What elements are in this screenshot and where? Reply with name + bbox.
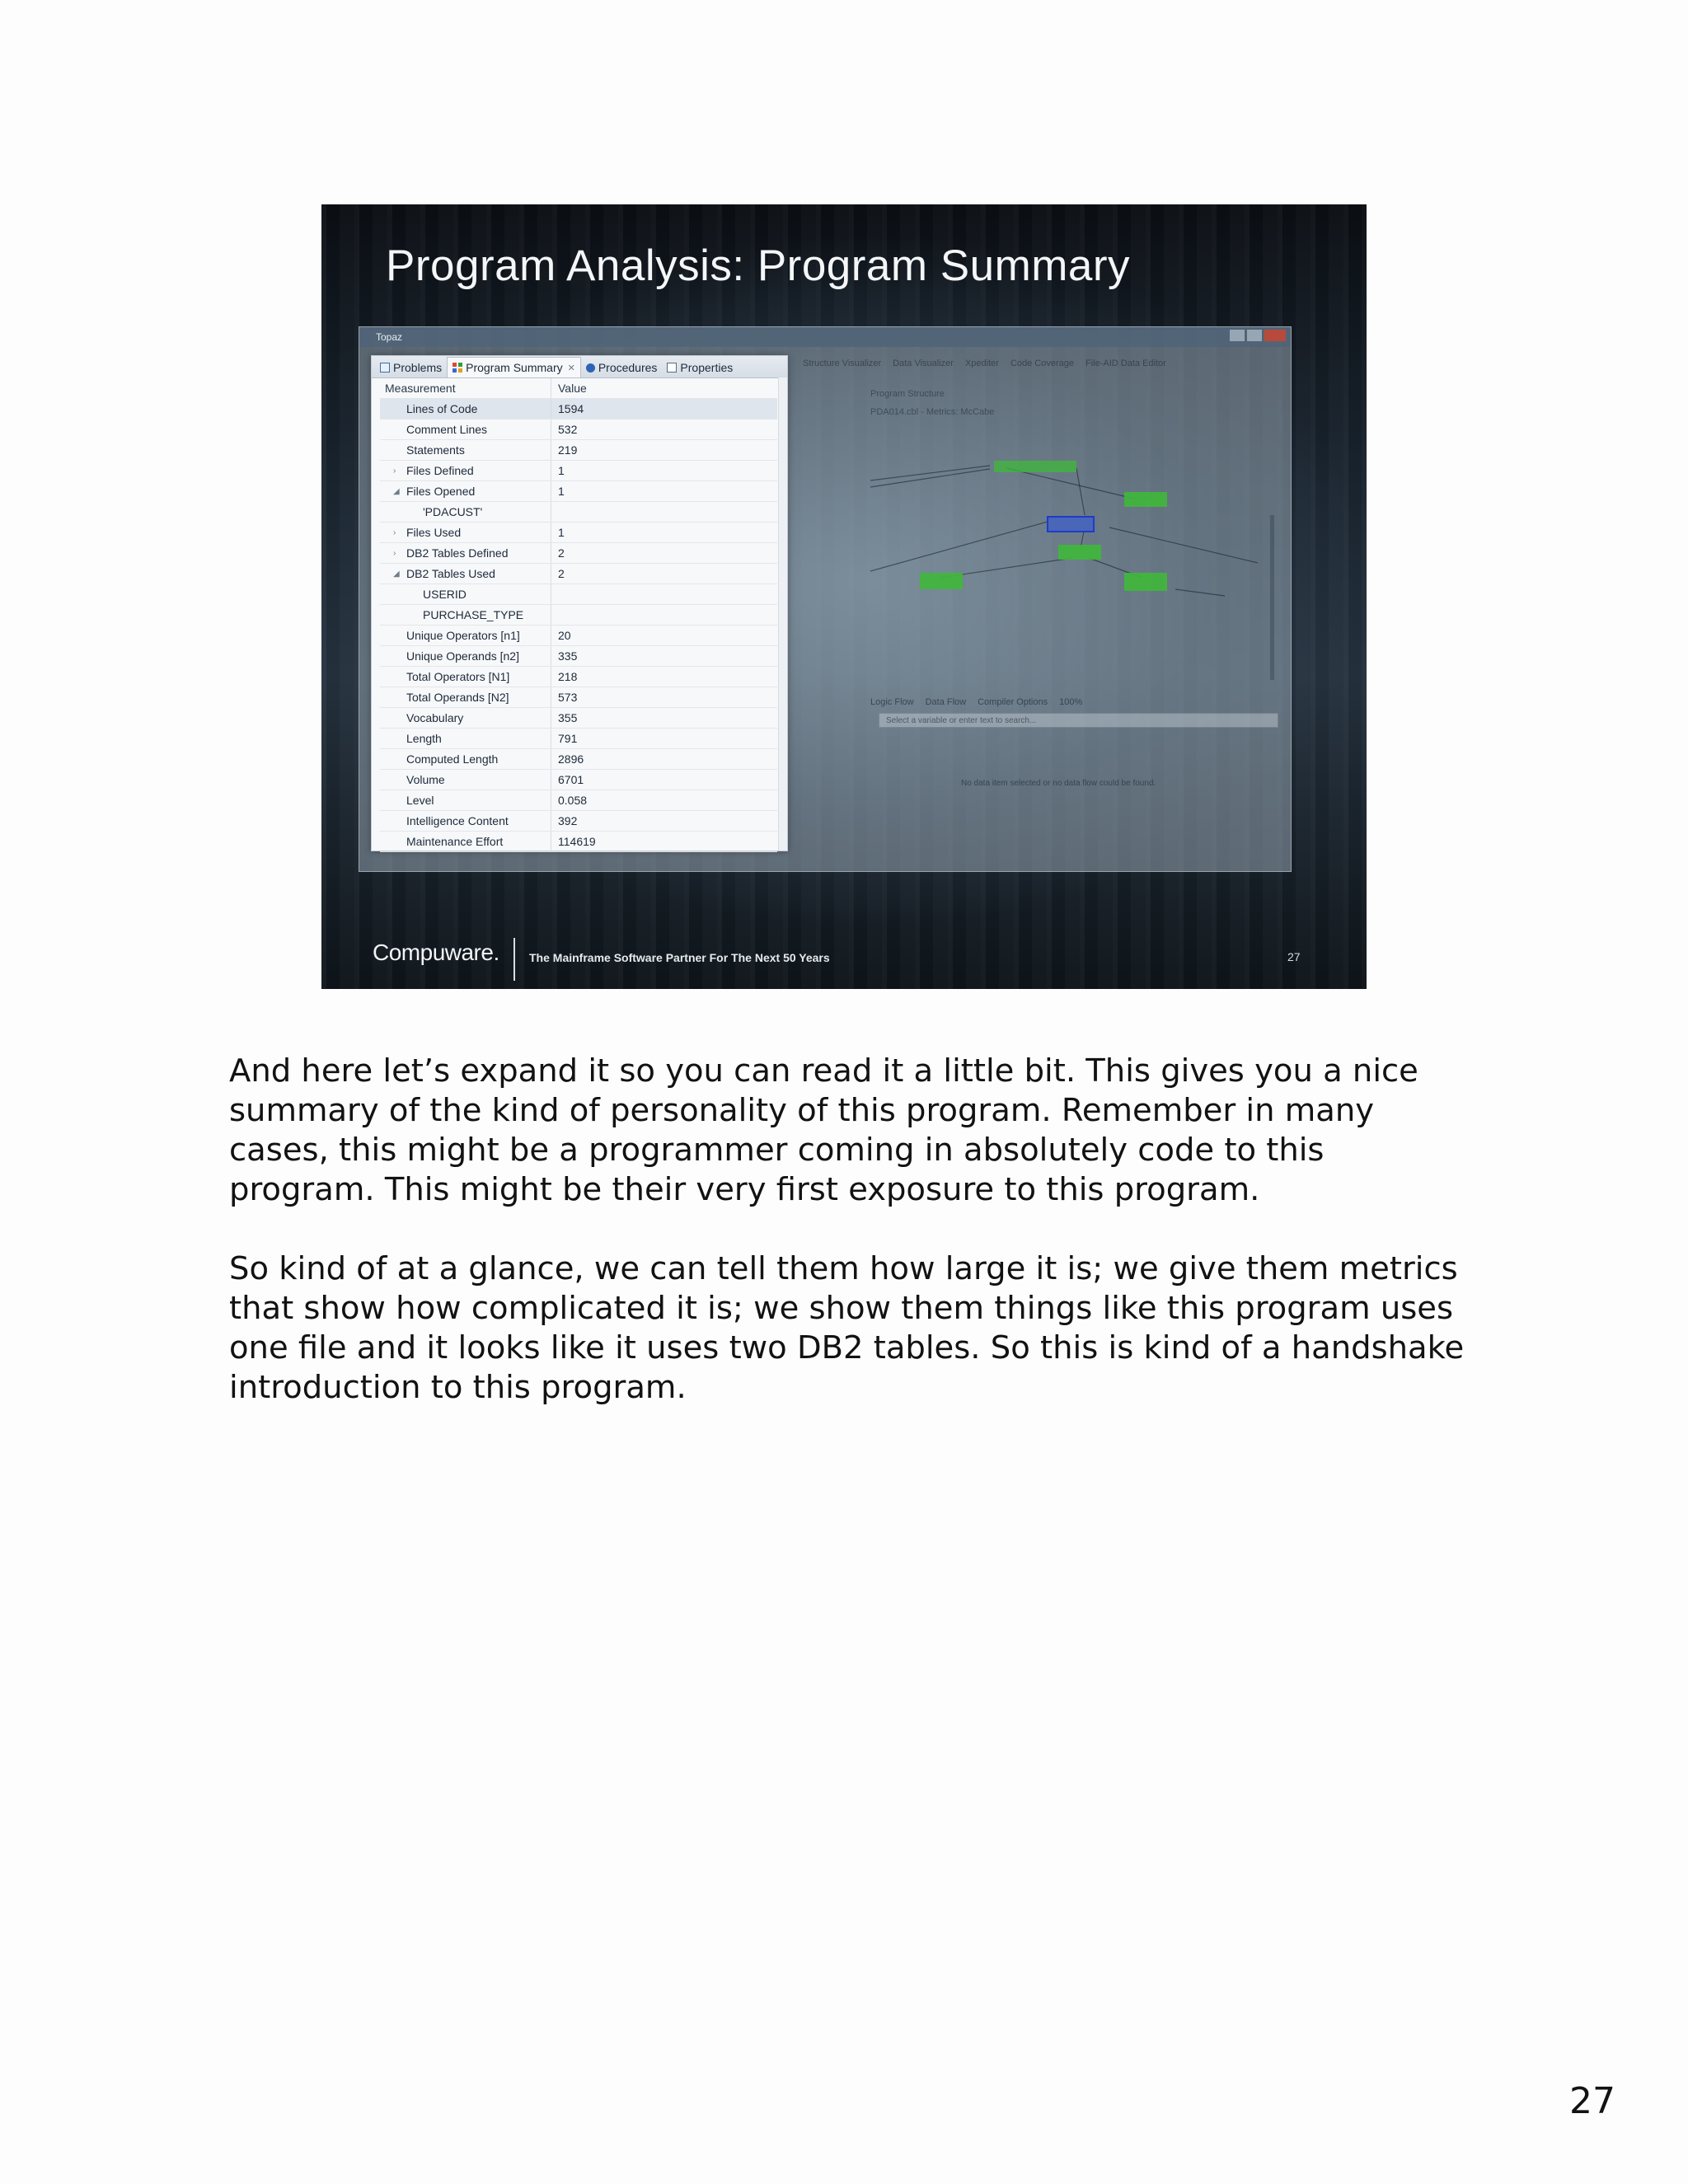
toolbar-item[interactable]: Code Coverage <box>1010 359 1074 368</box>
speaker-notes <box>229 1052 1465 1447</box>
graph-node[interactable] <box>1124 573 1167 591</box>
metric-value: 2896 <box>558 752 584 766</box>
metric-value: 791 <box>558 732 578 745</box>
metric-value: 6701 <box>558 773 584 786</box>
metric-name-text: Unique Operators [n1] <box>406 629 520 642</box>
metric-value: 335 <box>558 649 578 663</box>
notes-paragraph: And here let’s expand it so you can read it a little bit. This gives you a nice summary of the kind of personality of this program. Remember in many cases, this might be a programmer coming in absolutely code to this program. This might be their very first exposure to this program. <box>229 1052 1418 1208</box>
graph-node[interactable] <box>994 461 1076 472</box>
metric-name <box>380 708 551 728</box>
app-titlebar <box>359 327 1291 347</box>
metric-value: 392 <box>558 814 578 827</box>
table-row[interactable] <box>380 523 777 543</box>
metric-value: 532 <box>558 423 578 436</box>
compuware-logo: Compuware. <box>373 940 499 965</box>
metric-name <box>380 646 551 666</box>
table-row[interactable] <box>380 399 777 419</box>
metric-name-text: Statements <box>406 443 465 457</box>
metric-name-text: Computed Length <box>406 752 499 766</box>
metric-value: 573 <box>558 691 578 704</box>
graph-header-line: Program Structure <box>870 389 945 399</box>
metric-value: 114619 <box>558 835 596 848</box>
metric-name <box>380 667 551 687</box>
metric-name <box>380 461 551 480</box>
table-row[interactable] <box>380 461 777 481</box>
search-input[interactable]: Select a variable or enter text to search... <box>879 713 1278 728</box>
metric-name <box>380 543 551 563</box>
collapse-arrow-icon[interactable]: ◢ <box>393 486 400 496</box>
metric-name <box>380 440 551 460</box>
app-window <box>359 326 1292 872</box>
table-row[interactable] <box>380 502 777 523</box>
metric-name-text: PURCHASE_TYPE <box>423 608 524 621</box>
table-row[interactable] <box>380 749 777 770</box>
metric-name <box>380 790 551 810</box>
metric-name <box>380 770 551 790</box>
table-row[interactable] <box>380 729 777 749</box>
bottom-tab-bar <box>870 694 1282 710</box>
metric-value: 1 <box>558 485 565 498</box>
slide-tagline: The Mainframe Software Partner For The Next 50 Years <box>529 951 830 964</box>
table-row[interactable] <box>380 584 777 605</box>
maximize-icon[interactable] <box>1247 330 1262 341</box>
column-header-value[interactable]: Value <box>558 382 587 395</box>
table-row[interactable] <box>380 564 777 584</box>
graph-node[interactable] <box>1058 545 1101 560</box>
close-icon[interactable] <box>1264 330 1286 341</box>
table-row[interactable] <box>380 687 777 708</box>
toolbar-item[interactable]: Structure Visualizer <box>803 359 882 368</box>
properties-icon <box>667 363 677 373</box>
metric-value: 219 <box>558 443 578 457</box>
procedures-icon <box>586 363 595 373</box>
metric-name-text: Total Operators [N1] <box>406 670 510 683</box>
graph-scrollbar[interactable] <box>1270 515 1274 680</box>
metric-value: 355 <box>558 711 578 724</box>
metric-name-text: Volume <box>406 773 445 786</box>
metric-name <box>380 832 551 851</box>
slide-title: Program Analysis: Program Summary <box>386 241 1131 290</box>
table-row[interactable] <box>380 811 777 832</box>
metric-name <box>380 502 551 522</box>
tab-problems[interactable] <box>375 358 447 377</box>
metric-name-text: Vocabulary <box>406 711 464 724</box>
toolbar-item[interactable]: Data Visualizer <box>893 359 954 368</box>
table-row[interactable] <box>380 770 777 790</box>
metric-value: 1 <box>558 464 565 477</box>
graph-node[interactable] <box>1124 492 1167 507</box>
metric-value: 1594 <box>558 402 584 415</box>
page-number: 27 <box>1569 2080 1615 2122</box>
expand-arrow-icon[interactable]: › <box>393 527 396 537</box>
expand-arrow-icon[interactable]: › <box>393 466 396 476</box>
notes-paragraph: So kind of at a glance, we can tell them how large it is; we give them metrics that show how complicated it is; we show them things like this program uses one file and it looks like it uses two DB2 tables. So this is kind of a handshake introduction to this program. <box>229 1250 1465 1406</box>
metric-name-text: USERID <box>423 588 467 601</box>
table-header <box>380 378 777 399</box>
program-summary-panel <box>371 355 788 851</box>
structure-graph <box>862 383 1274 696</box>
tab-data-flow[interactable]: Data Flow <box>925 697 967 707</box>
metric-name-text: Files Defined <box>406 464 474 477</box>
metric-name <box>380 729 551 748</box>
metric-name-text: 'PDACUST' <box>423 505 483 518</box>
expand-arrow-icon[interactable]: › <box>393 548 396 558</box>
metric-name <box>380 523 551 542</box>
window-title: Topaz <box>376 331 403 343</box>
metric-name-text: Lines of Code <box>406 402 478 415</box>
metric-value: 218 <box>558 670 578 683</box>
table-row[interactable] <box>380 419 777 440</box>
tab-compiler-options[interactable]: Compiler Options <box>978 697 1048 707</box>
tab-logic-flow[interactable]: Logic Flow <box>870 697 914 707</box>
metric-name <box>380 584 551 604</box>
metric-name <box>380 626 551 645</box>
metric-rows <box>380 399 777 852</box>
metric-name-text: DB2 Tables Used <box>406 567 495 580</box>
table-row[interactable] <box>380 626 777 646</box>
metric-value: 20 <box>558 629 571 642</box>
metrics-table <box>380 378 777 852</box>
toolbar-item[interactable]: Xpediter <box>964 359 999 368</box>
slide-image <box>321 204 1367 989</box>
view-tab-bar <box>372 356 787 378</box>
metric-name-text: Files Used <box>406 526 462 539</box>
panel-scrollbar[interactable] <box>778 377 787 851</box>
table-row[interactable] <box>380 646 777 667</box>
tab-program-summary[interactable] <box>447 357 581 377</box>
metric-name <box>380 811 551 831</box>
table-row[interactable] <box>380 543 777 564</box>
table-row[interactable] <box>380 481 777 502</box>
metric-value: 2 <box>558 567 565 580</box>
table-row[interactable] <box>380 605 777 626</box>
window-controls <box>1230 330 1286 341</box>
metric-name <box>380 399 551 419</box>
graph-node[interactable] <box>920 573 963 589</box>
structure-graph-svg <box>862 383 1274 696</box>
metric-name-text: Maintenance Effort <box>406 835 504 848</box>
column-header-measurement[interactable]: Measurement <box>380 378 551 398</box>
close-icon[interactable]: ✕ <box>567 363 575 373</box>
metric-name <box>380 687 551 707</box>
metric-value: 1 <box>558 526 565 539</box>
graph-node-selected[interactable] <box>1048 517 1094 532</box>
tab-label: Properties <box>680 361 734 374</box>
toolbar-item[interactable]: File-AID Data Editor <box>1085 359 1166 368</box>
zoom-level[interactable]: 100% <box>1059 697 1083 707</box>
metric-value: 2 <box>558 546 565 560</box>
graph-header-line: PDA014.cbl - Metrics: McCabe <box>870 407 995 417</box>
metric-name <box>380 419 551 439</box>
tab-label: Problems <box>393 361 443 374</box>
problems-icon <box>380 363 390 373</box>
minimize-icon[interactable] <box>1230 330 1245 341</box>
tab-procedures[interactable] <box>581 358 663 377</box>
metric-name-text: Files Opened <box>406 485 476 498</box>
tab-properties[interactable] <box>662 358 738 377</box>
metric-name <box>380 481 551 501</box>
empty-message: No data item selected or no data flow could be found. <box>961 779 1156 788</box>
metric-name <box>380 749 551 769</box>
metric-name-text: Intelligence Content <box>406 814 509 827</box>
table-row[interactable] <box>380 832 777 852</box>
footer-divider <box>513 938 515 981</box>
tab-label: Procedures <box>598 361 658 374</box>
collapse-arrow-icon[interactable]: ◢ <box>393 569 400 579</box>
metric-name <box>380 564 551 583</box>
table-row[interactable] <box>380 708 777 729</box>
metric-name-text: Unique Operands [n2] <box>406 649 519 663</box>
metric-name-text: DB2 Tables Defined <box>406 546 509 560</box>
metric-name-text: Total Operands [N2] <box>406 691 509 704</box>
metric-value: 0.058 <box>558 794 588 807</box>
table-row[interactable] <box>380 790 777 811</box>
metric-name-text: Comment Lines <box>406 423 488 436</box>
table-row[interactable] <box>380 440 777 461</box>
program-summary-icon <box>452 363 462 373</box>
metric-name <box>380 605 551 625</box>
table-row[interactable] <box>380 667 777 687</box>
metric-name-text: Length <box>406 732 442 745</box>
slide-number: 27 <box>1287 950 1301 963</box>
tab-label: Program Summary <box>466 361 563 374</box>
metric-name-text: Level <box>406 794 434 807</box>
perspective-toolbar <box>803 359 1284 373</box>
